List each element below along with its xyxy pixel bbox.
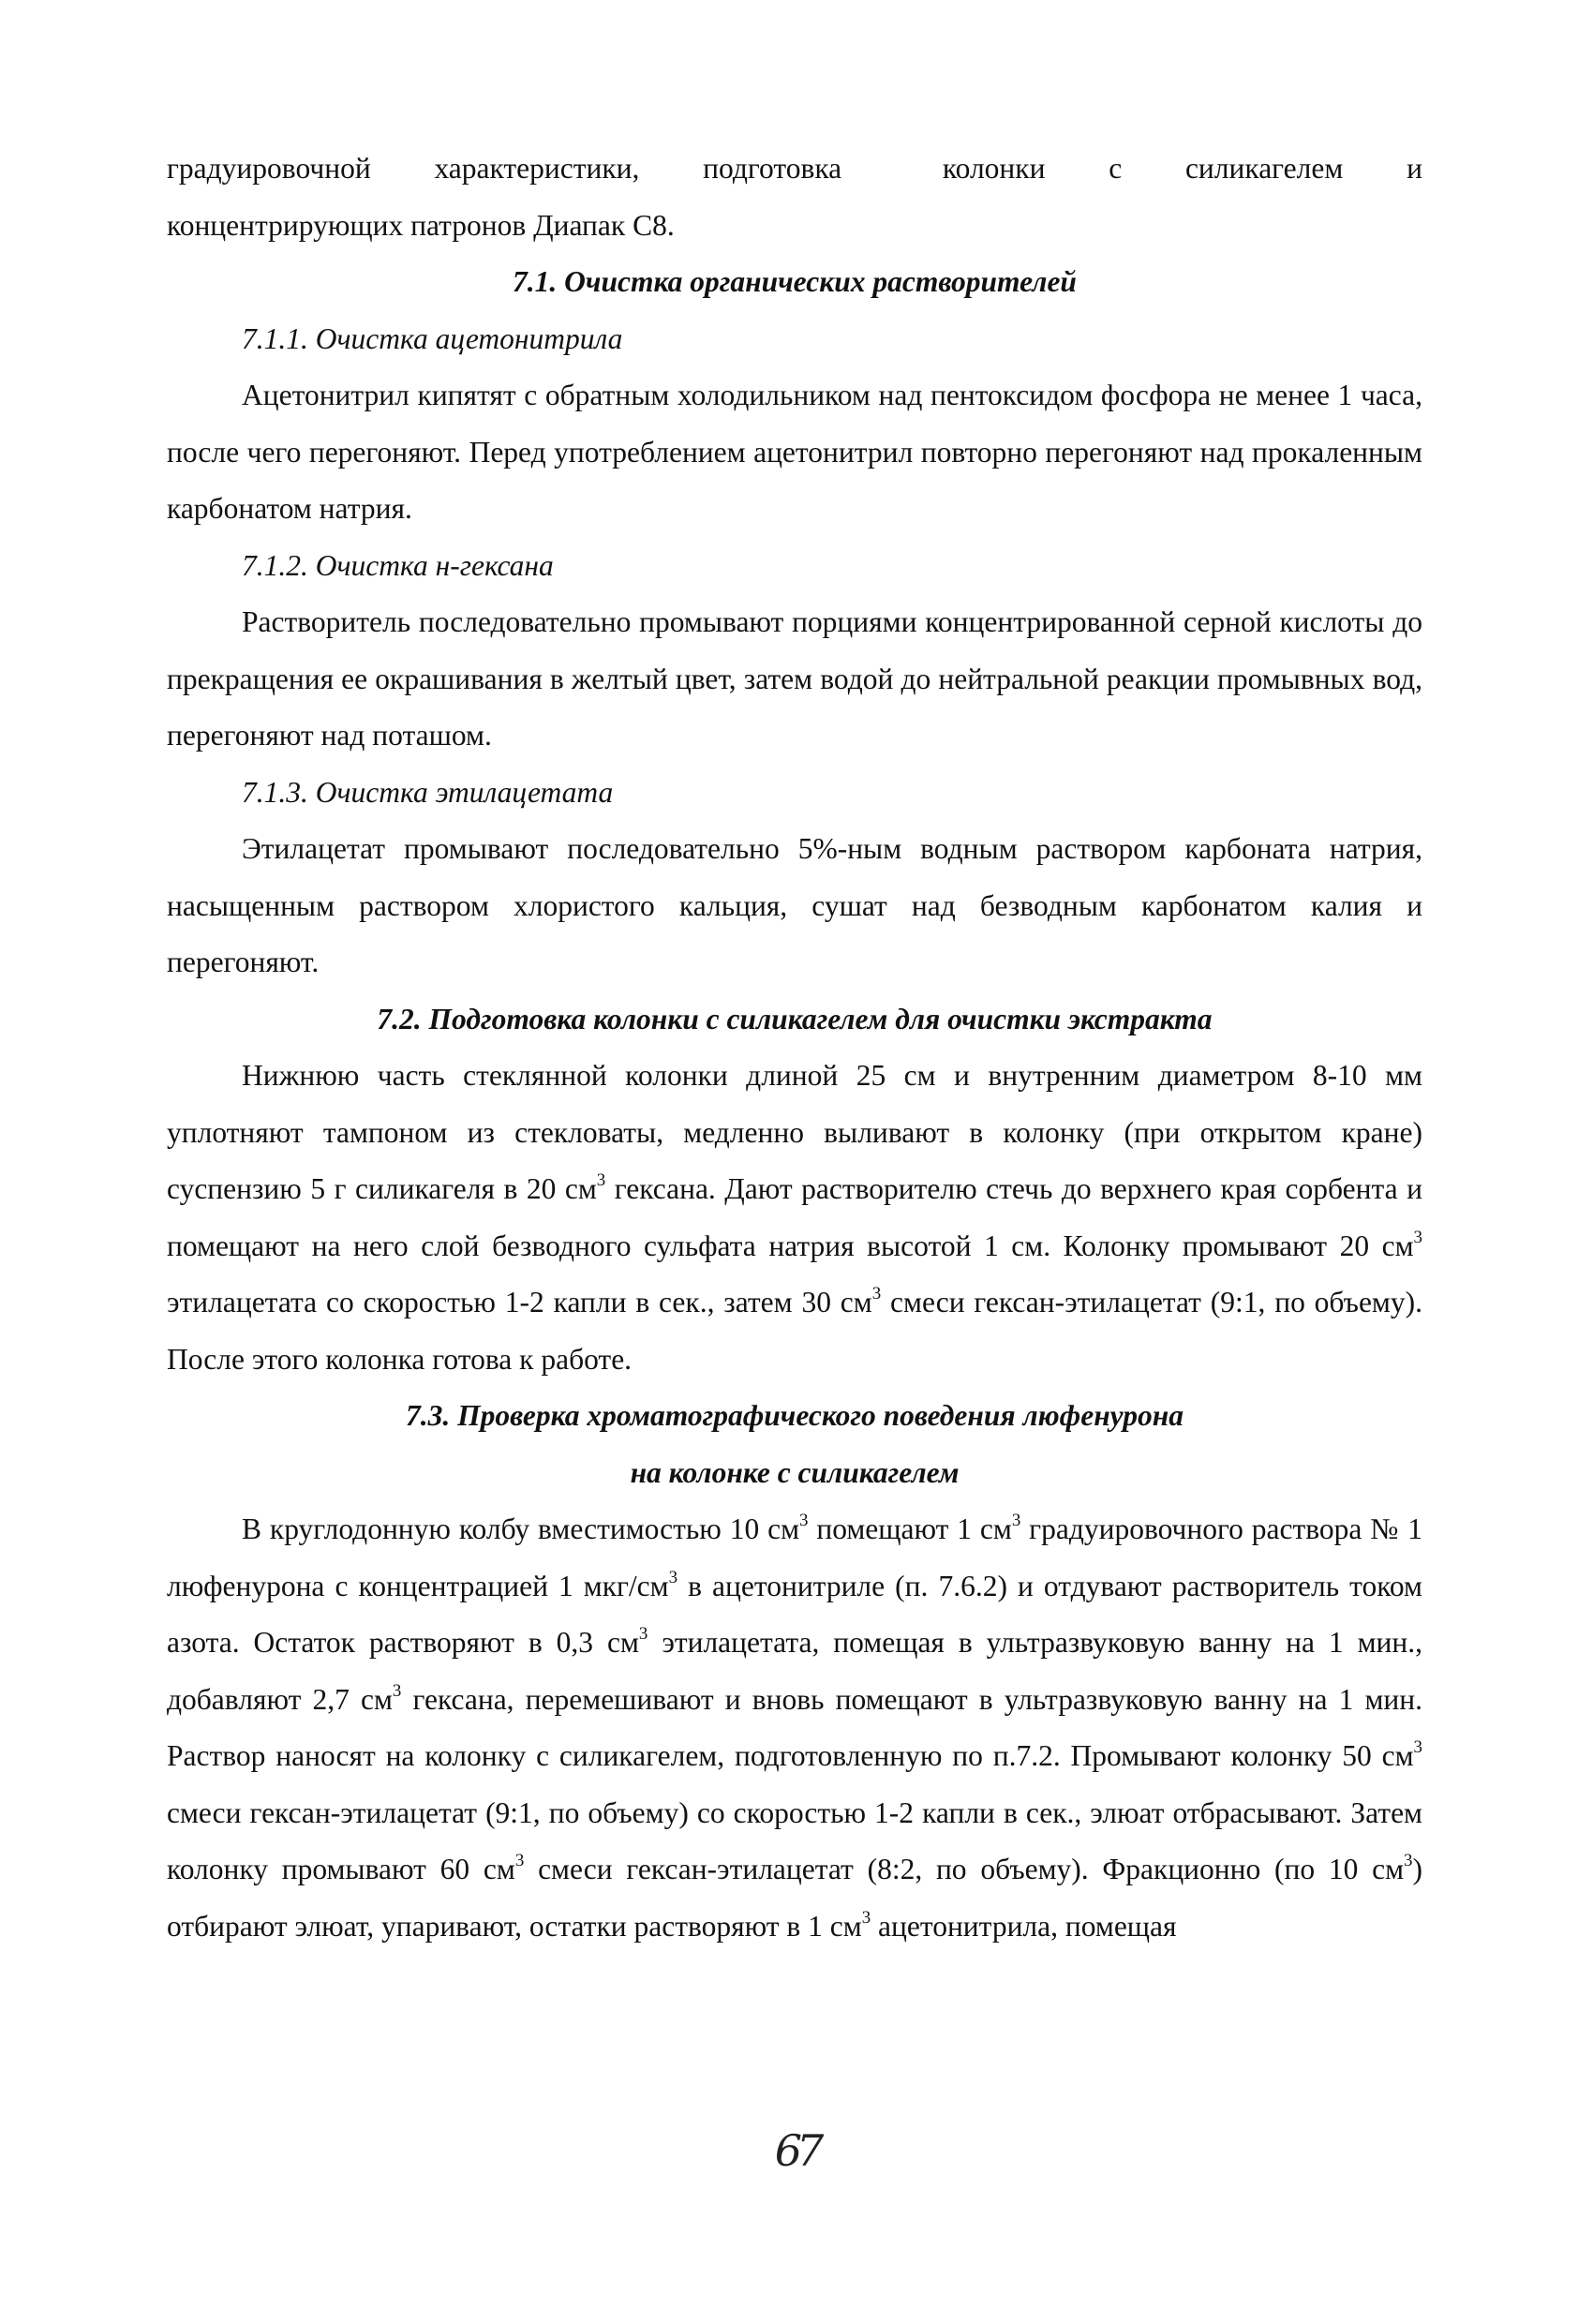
intro-word: колонки (942, 152, 1046, 185)
text-run: В круглодонную колбу вместимостью 10 см (242, 1512, 799, 1545)
text-run: смеси гексан-этилацетат (9:1, по объему) со скоростью 1-2 капли в сек., элюат отбрасывают. Затем колонку промывают 60 см (167, 1795, 1422, 1885)
intro-line-1 (167, 141, 1422, 198)
intro-word: с (1109, 152, 1123, 185)
text-run: смеси гексан-этилацетат (9:1, по объему). После этого колонка готова к работе. (167, 1286, 1422, 1376)
text-run: помещают 1 см (808, 1512, 1012, 1545)
superscript: 3 (1011, 1510, 1021, 1530)
section-7-1-1-text: Ацетонитрил кипятят с обратным холодильником над пентоксидом фосфора не менее 1 часа, после чего перегоняют. Перед употреблением ацетонитрил повторно перегоняют над прокаленным карбонатом натрия. (167, 379, 1422, 525)
section-7-1-3-text: Этилацетат промывают последовательно 5%-ным водным раствором карбоната натрия, насыщенным раствором хлористого кальция, сушат над безводным карбонатом калия и перегоняют. (167, 832, 1422, 978)
section-7-2-text (167, 1048, 1422, 1388)
section-7-1-heading: 7.1. Очистка органических растворителей (513, 265, 1077, 298)
text-run: смеси гексан-этилацетат (8:2, по объему). Фракционно (по 10 см (524, 1853, 1405, 1885)
intro-word: характеристики, (434, 152, 640, 185)
superscript: 3 (1413, 1227, 1422, 1247)
intro-word: и (1407, 152, 1422, 185)
document-page (167, 141, 1422, 1955)
text-run: в ацетонитриле (п. 7.6.2) и отдувают растворитель током азота. Остаток растворяют в 0,3 см (167, 1569, 1422, 1659)
superscript: 3 (861, 1907, 871, 1928)
section-7-1-1-heading: 7.1.1. Очистка ацетонитрила (242, 321, 623, 355)
section-7-3-heading-line-2: на колонке с силикагелем (630, 1455, 960, 1489)
intro-word: силикагелем (1184, 152, 1344, 185)
superscript: 3 (1404, 1850, 1413, 1870)
superscript: 3 (514, 1850, 525, 1870)
section-7-2-heading: 7.2. Подготовка колонки с силикагелем для очистки экстракта (377, 1002, 1213, 1035)
superscript: 3 (668, 1567, 678, 1587)
text-run: Нижнюю часть стеклянной колонки длиной 25 см и внутренним диаметром 8-10 мм уплотняют тампоном из стекловаты, медленно выливают в колонку (при открытом кране) суспензию 5 г силикагеля в 20 см (167, 1059, 1422, 1205)
superscript: 3 (638, 1623, 648, 1644)
text-run: ацетонитрила, помещая (871, 1909, 1177, 1943)
text-run: гексана, перемешивают и вновь помещают в ультразвуковую ванну на 1 мин. Раствор наносят на колонку с силикагелем, подготовленную по п.7.2. Промывают колонку 50 см (167, 1682, 1423, 1772)
text-run: ) отбирают элюат, упаривают, остатки растворяют в 1 см (167, 1853, 1422, 1943)
text-run: этилацетата со скоростью 1-2 капли в сек., затем 30 см (167, 1286, 872, 1318)
section-7-1-2-heading: 7.1.2. Очистка н-гексана (242, 548, 554, 582)
superscript: 3 (871, 1283, 882, 1304)
section-7-3-text (167, 1501, 1422, 1955)
page-number: 67 (774, 2125, 819, 2176)
text-run: этилацетата, помещая в ультразвуковую ванну на 1 мин., добавляют 2,7 см (167, 1626, 1422, 1716)
superscript: 3 (596, 1169, 606, 1190)
intro-word: градуировочной (167, 152, 371, 185)
text-run: гексана. Дают растворителю стечь до верхнего края сорбента и помещают на него слой безводного сульфата натрия высотой 1 см. Колонку промывают 20 см (167, 1172, 1422, 1262)
intro-word: подготовка (703, 152, 842, 185)
superscript: 3 (392, 1680, 402, 1701)
superscript: 3 (799, 1510, 809, 1530)
superscript: 3 (1413, 1736, 1422, 1757)
text-run: градуировочного раствора № 1 люфенурона с концентрацией 1 мкг/см (167, 1512, 1422, 1602)
section-7-1-2-text: Растворитель последовательно промывают порциями концентрированной серной кислоты до прекращения ее окрашивания в желтый цвет, затем водой до нейтральной реакции промывных вод, перегоняют над поташом. (167, 605, 1422, 752)
section-7-1-3-heading: 7.1.3. Очистка этилацетата (242, 775, 614, 809)
intro-line-2: концентрирующих патронов Диапак С8. (167, 208, 675, 242)
section-7-3-heading-line-1: 7.3. Проверка хроматографического поведения люфенурона (406, 1399, 1184, 1432)
